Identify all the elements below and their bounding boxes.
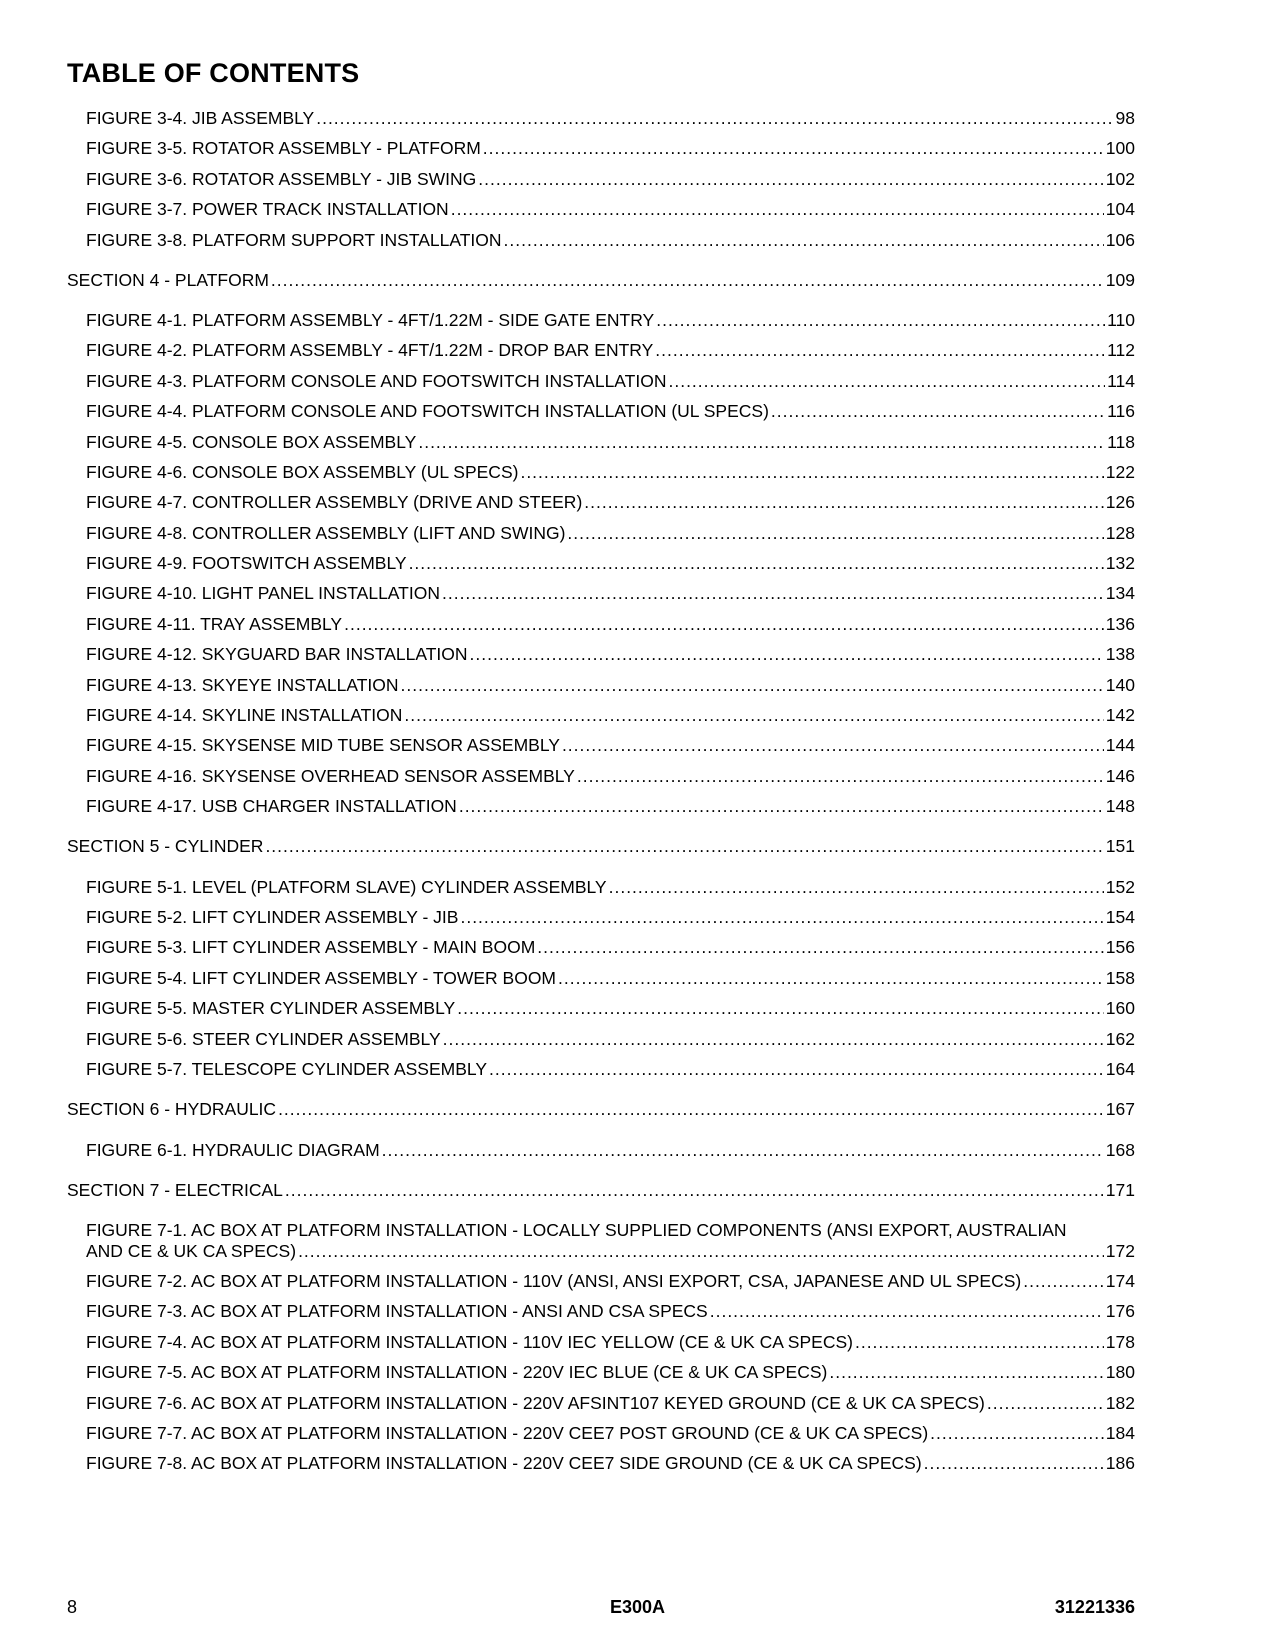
toc-entry-page-number: 174 — [1105, 1271, 1135, 1291]
toc-entry-title: FIGURE 3-7. POWER TRACK INSTALLATION — [86, 199, 449, 219]
footer-doc-number: 31221336 — [1054, 1597, 1135, 1617]
dot-leader — [344, 614, 1104, 635]
toc-section-entry[interactable] — [67, 836, 1135, 857]
toc-figure-entry[interactable] — [86, 340, 1135, 361]
dot-leader — [459, 796, 1104, 817]
toc-entry-title: FIGURE 4-7. CONTROLLER ASSEMBLY (DRIVE AND STEER) — [86, 492, 583, 512]
dot-leader — [404, 705, 1103, 726]
toc-entry-page-number: 109 — [1105, 270, 1135, 290]
toc-figure-entry[interactable] — [86, 138, 1135, 159]
toc-entry-title: FIGURE 4-11. TRAY ASSEMBLY — [86, 614, 343, 634]
toc-entry-page-number: 146 — [1105, 766, 1135, 786]
toc-entry-page-number: 118 — [1107, 432, 1135, 452]
toc-entry-title: FIGURE 5-2. LIFT CYLINDER ASSEMBLY - JIB — [86, 907, 459, 927]
toc-entry-title: FIGURE 4-1. PLATFORM ASSEMBLY - 4FT/1.22M - SIDE GATE ENTRY — [86, 310, 655, 330]
dot-leader — [562, 735, 1104, 756]
dot-leader — [382, 1140, 1104, 1161]
toc-figure-entry[interactable] — [86, 169, 1135, 190]
toc-figure-entry[interactable] — [86, 108, 1135, 129]
toc-entry-title: FIGURE 3-8. PLATFORM SUPPORT INSTALLATION — [86, 230, 502, 250]
toc-entry-title: FIGURE 6-1. HYDRAULIC DIAGRAM — [86, 1140, 380, 1160]
toc-entry-page-number: 126 — [1105, 492, 1135, 512]
toc-entry-page-number: 152 — [1105, 877, 1135, 897]
toc-entry-page-number: 144 — [1105, 735, 1135, 755]
dot-leader — [460, 907, 1103, 928]
toc-entry-title: FIGURE 5-5. MASTER CYLINDER ASSEMBLY — [86, 998, 456, 1018]
toc-figure-entry[interactable] — [86, 1332, 1135, 1353]
toc-entry-page-number: 186 — [1105, 1453, 1135, 1473]
toc-entry-title: FIGURE 7-3. AC BOX AT PLATFORM INSTALLATION - ANSI AND CSA SPECS — [86, 1301, 708, 1321]
toc-figure-entry[interactable] — [86, 401, 1135, 422]
toc-entry-title: FIGURE 5-3. LIFT CYLINDER ASSEMBLY - MAIN BOOM — [86, 937, 536, 957]
toc-figure-entry[interactable] — [86, 907, 1135, 928]
toc-entry-page-number: 164 — [1105, 1059, 1135, 1079]
dot-leader — [710, 1301, 1104, 1322]
dot-leader — [829, 1362, 1103, 1383]
toc-figure-entry[interactable] — [86, 796, 1135, 817]
toc-entry-page-number: 110 — [1107, 310, 1135, 330]
toc-section-entry[interactable] — [67, 270, 1135, 291]
toc-entry-title: FIGURE 4-14. SKYLINE INSTALLATION — [86, 705, 403, 725]
toc-figure-entry[interactable] — [86, 644, 1135, 665]
toc-figure-entry[interactable] — [86, 492, 1135, 513]
toc-entry-title: FIGURE 5-1. LEVEL (PLATFORM SLAVE) CYLINDER ASSEMBLY — [86, 877, 607, 897]
toc-entry-page-number: 132 — [1105, 553, 1135, 573]
dot-leader — [278, 1099, 1104, 1120]
toc-figure-entry[interactable] — [86, 1423, 1135, 1444]
toc-entry-title: FIGURE 7-6. AC BOX AT PLATFORM INSTALLATION - 220V AFSINT107 KEYED GROUND (CE & UK CA SPECS) — [86, 1393, 985, 1413]
toc-entry-title: FIGURE 4-8. CONTROLLER ASSEMBLY (LIFT AND SWING) — [86, 523, 566, 543]
toc-figure-entry[interactable] — [86, 553, 1135, 574]
toc-entry-title: FIGURE 4-17. USB CHARGER INSTALLATION — [86, 796, 457, 816]
toc-entry-title: SECTION 5 - CYLINDER — [67, 836, 264, 856]
toc-entry-page-number: 168 — [1105, 1140, 1135, 1160]
toc-figure-entry[interactable] — [86, 1362, 1135, 1383]
toc-entry-title: FIGURE 5-4. LIFT CYLINDER ASSEMBLY - TOWER BOOM — [86, 968, 557, 988]
dot-leader — [271, 270, 1104, 291]
dot-leader — [470, 644, 1104, 665]
toc-entry-title: FIGURE 7-7. AC BOX AT PLATFORM INSTALLATION - 220V CEE7 POST GROUND (CE & UK CA SPECS) — [86, 1423, 929, 1443]
toc-entry-page-number: 171 — [1105, 1180, 1135, 1200]
toc-entry-title: FIGURE 4-13. SKYEYE INSTALLATION — [86, 675, 399, 695]
toc-section-entry[interactable] — [67, 1180, 1135, 1201]
dot-leader — [451, 199, 1104, 220]
toc-entry-page-number: 140 — [1105, 675, 1135, 695]
dot-leader — [584, 492, 1104, 513]
toc-entry-page-number: 184 — [1105, 1423, 1135, 1443]
dot-leader — [478, 169, 1104, 190]
page-title: TABLE OF CONTENTS — [67, 58, 360, 88]
dot-leader — [558, 968, 1104, 989]
dot-leader — [577, 766, 1104, 787]
toc-entry-page-number: 167 — [1105, 1099, 1135, 1119]
toc-entry-title: FIGURE 4-2. PLATFORM ASSEMBLY - 4FT/1.22M - DROP BAR ENTRY — [86, 340, 654, 360]
toc-entry-title: FIGURE 5-7. TELESCOPE CYLINDER ASSEMBLY — [86, 1059, 488, 1079]
toc-figure-entry[interactable] — [86, 735, 1135, 756]
toc-entry-title: FIGURE 4-6. CONSOLE BOX ASSEMBLY (UL SPECS) — [86, 462, 519, 482]
toc-entry-title: FIGURE 3-6. ROTATOR ASSEMBLY - JIB SWING — [86, 169, 477, 189]
toc-entry-page-number: 122 — [1105, 462, 1135, 482]
toc-entry-title: SECTION 4 - PLATFORM — [67, 270, 269, 290]
dot-leader — [401, 675, 1104, 696]
dot-leader — [930, 1423, 1104, 1444]
toc-figure-entry[interactable] — [86, 937, 1135, 958]
toc-entry-page-number: 172 — [1105, 1241, 1135, 1261]
toc-figure-entry[interactable] — [86, 230, 1135, 251]
toc-entry-page-number: 156 — [1105, 937, 1135, 957]
toc-figure-entry[interactable] — [86, 1453, 1135, 1474]
toc-figure-entry[interactable] — [86, 675, 1135, 696]
toc-entry-page-number: 136 — [1105, 614, 1135, 634]
dot-leader — [483, 138, 1104, 159]
toc-entry-title: FIGURE 7-5. AC BOX AT PLATFORM INSTALLATION - 220V IEC BLUE (CE & UK CA SPECS) — [86, 1362, 828, 1382]
toc-figure-entry[interactable] — [86, 523, 1135, 544]
dot-leader — [442, 583, 1104, 604]
toc-entry-title-line1: FIGURE 7-1. AC BOX AT PLATFORM INSTALLATION - LOCALLY SUPPLIED COMPONENTS (ANSI EXPORT, AUSTRALIAN — [86, 1220, 1067, 1240]
dot-leader — [987, 1393, 1104, 1414]
toc-entry-page-number: 180 — [1105, 1362, 1135, 1382]
toc-entry-title: FIGURE 3-4. JIB ASSEMBLY — [86, 108, 315, 128]
toc-figure-entry[interactable] — [86, 1393, 1135, 1414]
toc-figure-entry[interactable] — [86, 1220, 1135, 1262]
toc-entry-title: FIGURE 4-9. FOOTSWITCH ASSEMBLY — [86, 553, 407, 573]
toc-figure-entry[interactable] — [86, 998, 1135, 1019]
toc-entry-page-number: 106 — [1105, 230, 1135, 250]
toc-entry-page-number: 148 — [1105, 796, 1135, 816]
dot-leader — [443, 1029, 1104, 1050]
toc-figure-entry[interactable] — [86, 1140, 1135, 1161]
dot-leader — [504, 230, 1104, 251]
toc-entry-title: FIGURE 4-3. PLATFORM CONSOLE AND FOOTSWITCH INSTALLATION — [86, 371, 667, 391]
toc-figure-entry[interactable] — [86, 766, 1135, 787]
dot-leader — [418, 432, 1105, 453]
dot-leader — [655, 340, 1105, 361]
dot-leader — [609, 877, 1104, 898]
toc-entry-page-number: 176 — [1105, 1301, 1135, 1321]
dot-leader — [298, 1241, 1104, 1262]
toc-entry-page-number: 100 — [1105, 138, 1135, 158]
dot-leader — [924, 1453, 1104, 1474]
toc-figure-entry[interactable] — [86, 1301, 1135, 1322]
toc-entry-page-number: 138 — [1105, 644, 1135, 664]
toc-figure-entry[interactable] — [86, 371, 1135, 392]
dot-leader — [489, 1059, 1104, 1080]
toc-figure-entry[interactable] — [86, 432, 1135, 453]
toc-entry-page-number: 98 — [1115, 108, 1135, 128]
toc-figure-entry[interactable] — [86, 462, 1135, 483]
toc-entry-page-number: 142 — [1105, 705, 1135, 725]
dot-leader — [265, 836, 1103, 857]
toc-figure-entry[interactable] — [86, 199, 1135, 220]
toc-entry-page-number: 178 — [1105, 1332, 1135, 1352]
toc-entry-title: FIGURE 4-5. CONSOLE BOX ASSEMBLY — [86, 432, 417, 452]
dot-leader — [457, 998, 1104, 1019]
toc-figure-entry[interactable] — [86, 877, 1135, 898]
toc-entry-page-number: 182 — [1105, 1393, 1135, 1413]
toc-entry-title: FIGURE 3-5. ROTATOR ASSEMBLY - PLATFORM — [86, 138, 481, 158]
dot-leader — [316, 108, 1113, 129]
toc-entry-page-number: 102 — [1105, 169, 1135, 189]
toc-entry-page-number: 158 — [1105, 968, 1135, 988]
toc-entry-page-number: 160 — [1105, 998, 1135, 1018]
dot-leader — [656, 310, 1105, 331]
toc-entry-title: FIGURE 4-12. SKYGUARD BAR INSTALLATION — [86, 644, 468, 664]
toc-figure-entry[interactable] — [86, 968, 1135, 989]
toc-section-entry[interactable] — [67, 1099, 1135, 1120]
dot-leader — [771, 401, 1105, 422]
toc-entry-page-number: 128 — [1105, 523, 1135, 543]
toc-entry-title: FIGURE 4-16. SKYSENSE OVERHEAD SENSOR ASSEMBLY — [86, 766, 575, 786]
dot-leader — [537, 937, 1104, 958]
dot-leader — [668, 371, 1105, 392]
toc-entry-title: SECTION 6 - HYDRAULIC — [67, 1099, 277, 1119]
toc-entry-title: FIGURE 7-2. AC BOX AT PLATFORM INSTALLATION - 110V (ANSI, ANSI EXPORT, CSA, JAPANESE AND UL SPECS) — [86, 1271, 1022, 1291]
toc-entry-title: FIGURE 4-4. PLATFORM CONSOLE AND FOOTSWITCH INSTALLATION (UL SPECS) — [86, 401, 769, 421]
toc-entry-title: FIGURE 7-8. AC BOX AT PLATFORM INSTALLATION - 220V CEE7 SIDE GROUND (CE & UK CA SPECS) — [86, 1453, 922, 1473]
toc-figure-entry[interactable] — [86, 705, 1135, 726]
toc-entry-title: FIGURE 4-15. SKYSENSE MID TUBE SENSOR ASSEMBLY — [86, 735, 560, 755]
dot-leader — [567, 523, 1103, 544]
footer-page-number: 8 — [67, 1597, 78, 1617]
toc-entry-page-number: 151 — [1105, 836, 1135, 856]
toc-entry-title: FIGURE 7-4. AC BOX AT PLATFORM INSTALLATION - 110V IEC YELLOW (CE & UK CA SPECS) — [86, 1332, 853, 1352]
dot-leader — [520, 462, 1103, 483]
toc-entry-title: FIGURE 4-10. LIGHT PANEL INSTALLATION — [86, 583, 440, 603]
toc-figure-entry[interactable] — [86, 1271, 1135, 1292]
toc-entry-title: SECTION 7 - ELECTRICAL — [67, 1180, 283, 1200]
dot-leader — [409, 553, 1104, 574]
dot-leader — [285, 1180, 1104, 1201]
toc-figure-entry[interactable] — [86, 614, 1135, 635]
toc-entry-page-number: 114 — [1107, 371, 1135, 391]
toc-entry-page-number: 134 — [1105, 583, 1135, 603]
toc-entry-title: FIGURE 5-6. STEER CYLINDER ASSEMBLY — [86, 1029, 441, 1049]
toc-figure-entry[interactable] — [86, 1059, 1135, 1080]
toc-entry-title: AND CE & UK CA SPECS) — [86, 1241, 297, 1261]
toc-figure-entry[interactable] — [86, 1029, 1135, 1050]
toc-entry-page-number: 116 — [1107, 401, 1135, 421]
toc-entry-page-number: 104 — [1105, 199, 1135, 219]
toc-entry-page-number: 112 — [1107, 340, 1135, 360]
dot-leader — [855, 1332, 1104, 1353]
toc-entry-page-number: 154 — [1105, 907, 1135, 927]
toc-figure-entry[interactable] — [86, 310, 1135, 331]
footer-model: E300A — [609, 1597, 666, 1617]
toc-entry-page-number: 162 — [1105, 1029, 1135, 1049]
dot-leader — [1023, 1271, 1104, 1292]
toc-figure-entry[interactable] — [86, 583, 1135, 604]
